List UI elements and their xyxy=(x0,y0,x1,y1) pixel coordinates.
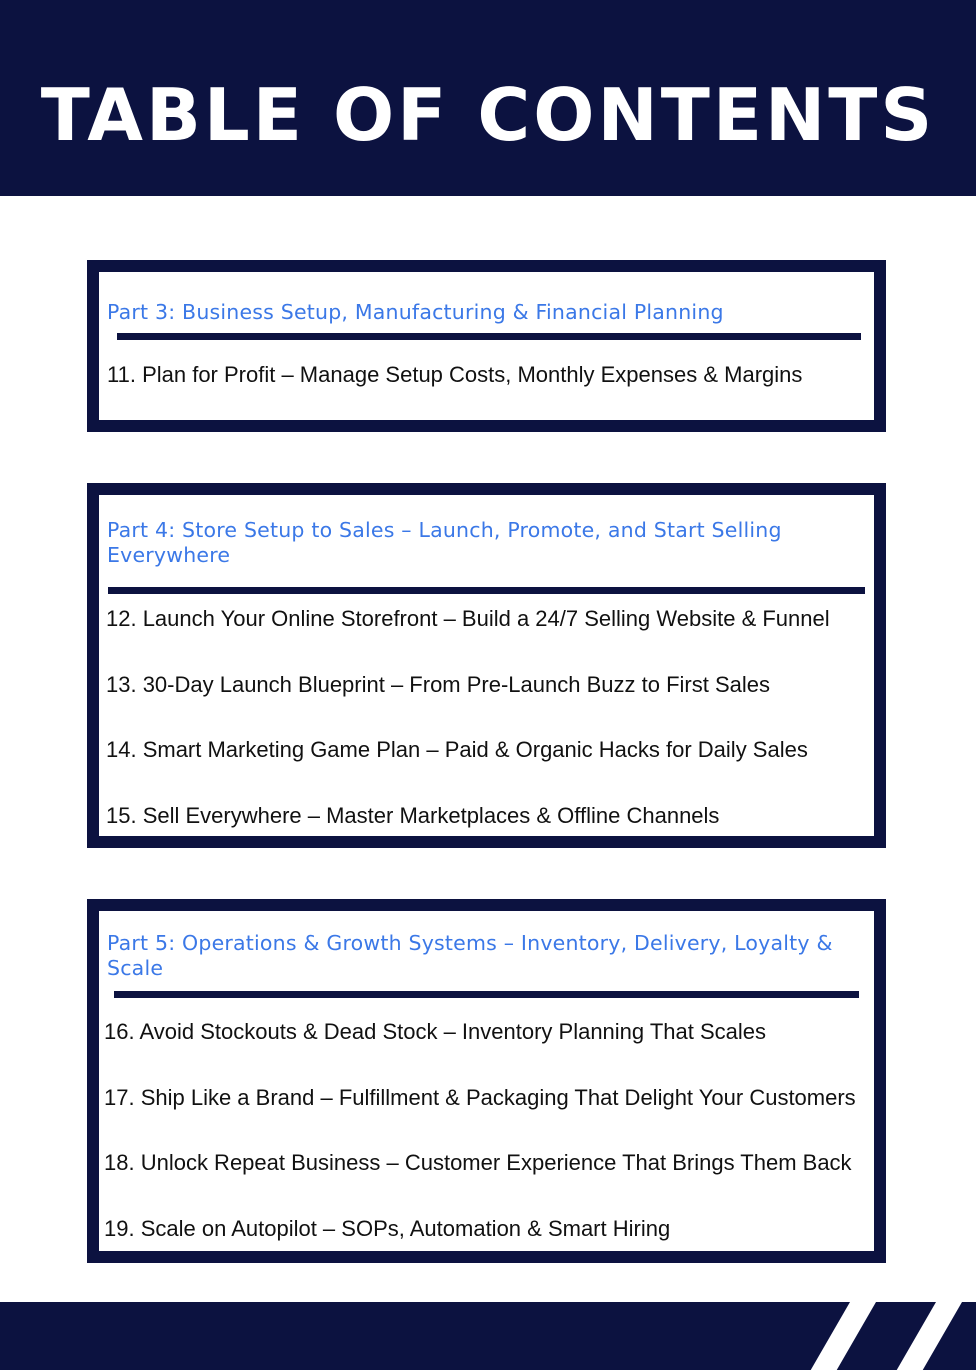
footer-band xyxy=(0,1302,976,1370)
chapter-item[interactable]: 12. Launch Your Online Storefront – Build a 24/7 Selling Website & Funnel xyxy=(106,606,830,631)
chapter-item[interactable]: 14. Smart Marketing Game Plan – Paid & Organic Hacks for Daily Sales xyxy=(106,737,808,762)
part-title: Part 3: Business Setup, Manufacturing & Financial Planning xyxy=(107,300,724,324)
section-part-3 xyxy=(87,260,886,432)
chapter-item[interactable]: 15. Sell Everywhere – Master Marketplaces & Offline Channels xyxy=(106,803,720,828)
page-title: TABLE OF CONTENTS xyxy=(40,73,936,157)
section-part-4 xyxy=(87,483,886,848)
part-divider xyxy=(117,333,861,340)
part-divider xyxy=(108,587,865,594)
chapter-item[interactable]: 11. Plan for Profit – Manage Setup Costs, Monthly Expenses & Margins xyxy=(107,362,803,387)
part-title: Part 5: Operations & Growth Systems – Inventory, Delivery, Loyalty & Scale xyxy=(107,931,833,980)
footer-stripe-decoration xyxy=(878,1302,962,1370)
chapter-item[interactable]: 19. Scale on Autopilot – SOPs, Automation & Smart Hiring xyxy=(104,1216,671,1241)
part-divider xyxy=(114,991,859,998)
section-part-5 xyxy=(87,899,886,1263)
chapter-item[interactable]: 17. Ship Like a Brand – Fulfillment & Packaging That Delight Your Customers xyxy=(104,1085,856,1110)
footer-stripe-decoration xyxy=(792,1302,876,1370)
chapter-item[interactable]: 18. Unlock Repeat Business – Customer Experience That Brings Them Back xyxy=(104,1150,852,1175)
chapter-item[interactable]: 13. 30-Day Launch Blueprint – From Pre-Launch Buzz to First Sales xyxy=(106,672,770,697)
part-title: Part 4: Store Setup to Sales – Launch, Promote, and Start Selling Everywhere xyxy=(107,518,782,567)
chapter-item[interactable]: 16. Avoid Stockouts & Dead Stock – Inventory Planning That Scales xyxy=(104,1019,767,1044)
